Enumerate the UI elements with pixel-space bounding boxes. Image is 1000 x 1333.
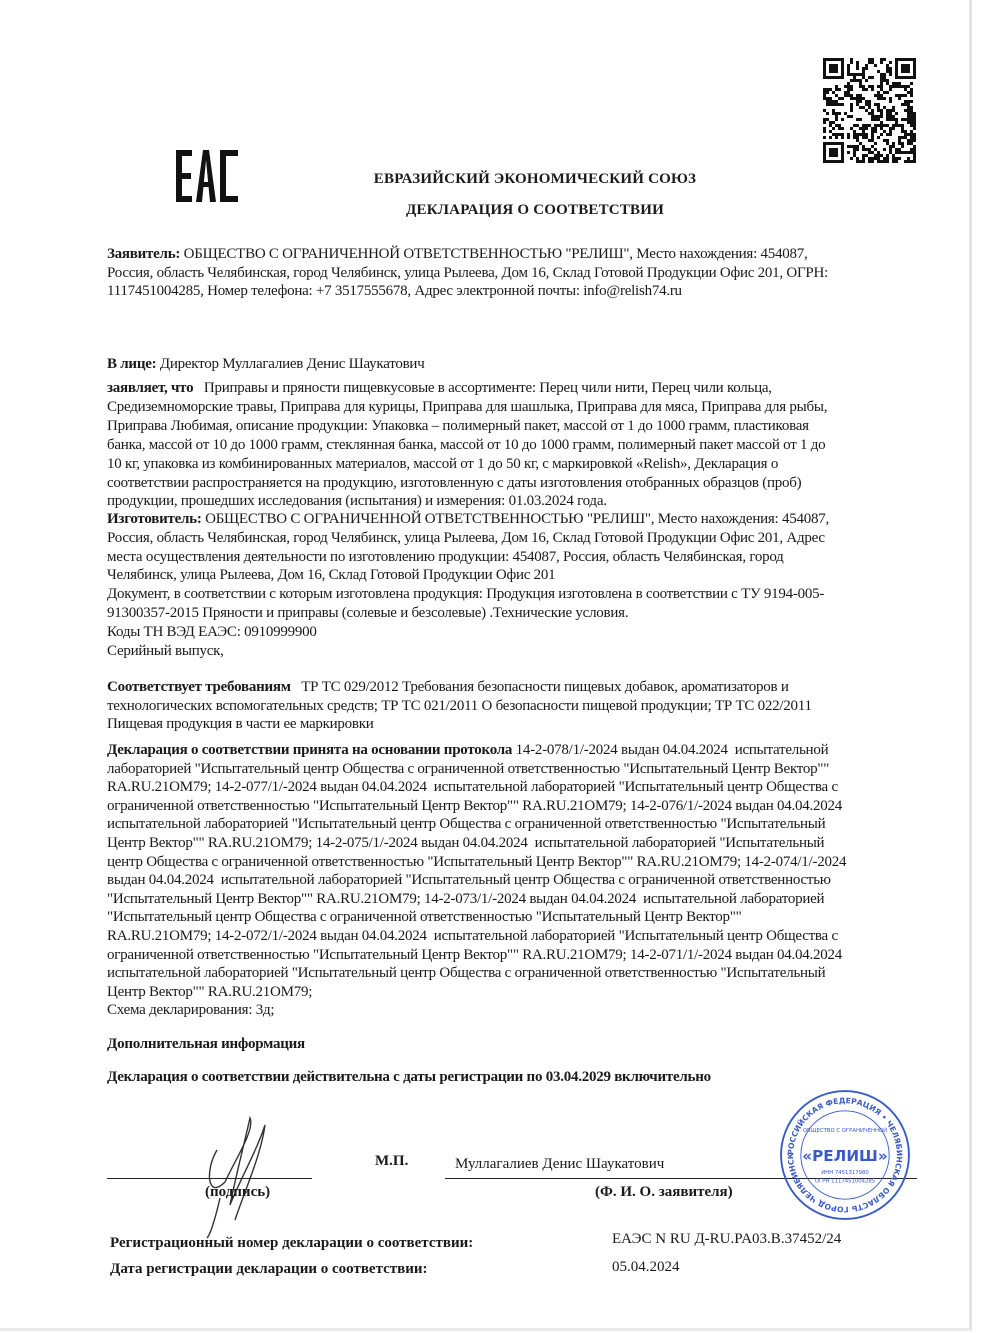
union-title: ЕВРАЗИЙСКИЙ ЭКОНОМИЧЕСКИЙ СОЮЗ [373,171,697,187]
basis-text: лабораторией "Испытательный центр Общества с ограниченной ответственностью "Испытательный Центр Вектор"" [107,760,830,777]
manufacturer-text: Коды ТН ВЭД ЕАЭС: 0910999900 [107,623,317,640]
stamp-ogrn: ОГРН 1117451004285 [814,1178,876,1185]
manufacturer-text: ОБЩЕСТВО С ОГРАНИЧЕННОЙ ОТВЕТСТВЕННОСТЬЮ "РЕЛИШ", Место нахождения: 454087, [201,511,829,527]
basis-text: "Испытательный Центр Вектор"" RA.RU.21OM79; 14-2-073/1/-2024 выдан 04.04.2024 испытательной лабораторией [107,890,825,907]
manufacturer-text: Челябинск, улица Рылеева, Дом 16, Склад Готовой Продукции Офис 201 [107,567,556,584]
basis-line [107,778,838,796]
declares-text: Приправы и пряности пищевкусовые в ассортименте: Перец чили нити, Перец чили кольца, [193,380,772,396]
manufacturer-text: 91300357-2015 Пряности и приправы (солевые и безсолевые) .Технические условия. [107,605,629,621]
declares-line [107,436,825,454]
basis-line [107,871,831,889]
conforms-text: Пищевая продукция в части ее маркировки [107,716,374,732]
basis-line [107,760,829,778]
stamp-inner-top: ОБЩЕСТВО С ОГРАНИЧЕННОЙ [802,1128,888,1135]
applicant-text: ОБЩЕСТВО С ОГРАНИЧЕННОЙ ОТВЕТСТВЕННОСТЬЮ "РЕЛИШ", Место нахождения: 454087, [180,246,808,262]
stamp-outer-text: РОССИЙСКАЯ ФЕДЕРАЦИЯ • ЧЕЛЯБИНСКАЯ ОБЛАСТЬ ГОРОД ЧЕЛЯБИНСК [786,1096,904,1214]
company-stamp [778,1088,912,1222]
manufacturer-line [107,566,555,584]
manufacturer-text: Документ, в соответствии с которым изготовлена продукция: Продукция изготовлена в соответствии с ТУ 9194-005- [107,586,825,603]
manufacturer-line [107,642,224,660]
basis-line [107,741,828,759]
declares-line [107,474,801,492]
basis-text: 14-2-078/1/-2024 выдан 04.04.2024 испытательной [512,742,829,758]
declares-line [107,417,809,435]
conforms-label: Соответствует требованиям [107,679,291,695]
basis-text: ограниченной ответственностью "Испытательный Центр Вектор"" RA.RU.21OM79; 14-2-076/1/-2024 выдан 04.04.2024 [107,797,843,814]
applicant-text: Россия, область Челябинская, город Челябинск, улица Рылеева, Дом 16, Склад Готовой Продукции Офис 201, ОГРН: [107,264,829,281]
manufacturer-line [107,529,825,547]
validity-line [107,1068,711,1086]
basis-text: RA.RU.21OM79; 14-2-072/1/-2024 выдан 04.04.2024 испытательной лабораторией "Испытательный центр Общества с [107,928,838,944]
manufacturer-label: Изготовитель: [107,511,202,527]
conforms-line [107,697,812,715]
conforms-line [107,678,789,696]
additional-line [107,1035,305,1053]
applicant-text: 1117451004285, Номер телефона: +7 3517555678, Адрес электронной почты: info@relish74.ru [107,283,682,299]
qr-code [823,57,916,164]
applicant-label: Заявитель: [107,246,181,262]
conforms-text: ТР ТС 029/2012 Требования безопасности пищевых добавок, ароматизаторов и [290,679,789,695]
represented-by-label: В лице: [107,356,157,372]
basis-line [107,908,742,926]
declares-text: продукции, прошедших исследования (испытания) и измерения: 01.03.2024 года. [107,493,607,510]
stamp-inn: ИНН 7451317980 [821,1170,869,1177]
manufacturer-line [107,604,628,622]
basis-text: ограниченной ответственностью "Испытательный Центр Вектор"" RA.RU.21OM79; 14-2-071/1/-2024 выдан 04.04.2024 [107,946,843,963]
basis-line [107,1001,274,1019]
conforms-line [107,715,374,733]
signature-line [107,1178,312,1179]
basis-text: Схема декларирования: 3д; [107,1002,275,1019]
applicant-line [107,245,808,263]
declares-line [107,398,827,416]
manufacturer-line [107,623,317,641]
signature-caption: (подпись) [205,1184,271,1200]
stamp-brand: «РЕЛИШ» [802,1147,888,1166]
basis-text: Центр Вектор"" RA.RU.21OM79; [107,983,313,1000]
basis-text: выдан 04.04.2024 испытательной лабораторией "Испытательный центр Общества с ограниченной ответственностью [107,872,831,889]
signature-scribble [195,1110,285,1240]
registration-number-value: ЕАЭС N RU Д-RU.PA03.B.37452/24 [612,1231,842,1247]
additional-label: Дополнительная информация [107,1036,305,1052]
manufacturer-line [107,548,784,566]
basis-line [107,983,312,1001]
basis-line [107,964,825,982]
registration-date-value: 05.04.2024 [612,1259,680,1275]
basis-line [107,946,842,964]
document-title: ДЕКЛАРАЦИЯ О СООТВЕТСТВИИ [406,202,664,218]
declares-label: заявляет, что [107,380,194,396]
basis-line [107,815,825,833]
declares-text: Средиземноморские травы, Приправа для курицы, Приправа для шашлыка, Приправа для мяса, Приправа для рыбы, [107,398,828,415]
basis-text: "Испытательный центр Общества с ограниченной ответственностью "Испытательный Центр Вектор"" [107,909,742,926]
basis-line [107,797,842,815]
declares-text: банка, массой от 10 до 1000 грамм, стеклянная банка, массой от 10 до 1000 грамм, полимерный пакет массой от 1 до [107,436,826,453]
basis-label: Декларация о соответствии принята на основании протокола [107,742,513,758]
name-caption: (Ф. И. О. заявителя) [595,1184,733,1200]
registration-number-label: Регистрационный номер декларации о соответствии: [110,1235,474,1251]
represented-by-line [107,355,425,373]
basis-line [107,834,824,852]
basis-text: испытательной лабораторией "Испытательный центр Общества с ограниченной ответственностью "Испытательный [107,816,826,833]
conforms-text: технологических вспомогательных средств; ТР ТС 021/2011 О безопасности пищевой продукции; ТР ТС 022/2011 [107,697,812,714]
basis-text: RA.RU.21OM79; 14-2-077/1/-2024 выдан 04.04.2024 испытательной лабораторией "Испытательный центр Общества с [107,779,838,796]
manufacturer-line [107,510,829,528]
declares-text: соответствии распространяется на продукцию, изготовленную с даты изготовления отобранных образцов (проб) [107,474,802,491]
basis-text: центр Общества с ограниченной ответственностью "Испытательный Центр Вектор"" RA.RU.21OM79; 14-2-074/1/-2024 [107,853,847,870]
applicant-line [107,282,682,300]
manufacturer-text: места осуществления деятельности по изготовлению продукции: 454087, Россия, область Челябинская, город [107,548,784,565]
declares-text: Приправа Любимая, описание продукции: Упаковка – полимерный пакет, массой от 1 до 1000 грамм, пластиковая [107,417,809,434]
basis-text: Центр Вектор"" RA.RU.21OM79; 14-2-075/1/-2024 выдан 04.04.2024 испытательной лабораторией "Испытательный [107,835,825,851]
basis-line [107,927,838,945]
manufacturer-text: Серийный выпуск, [107,642,224,659]
manufacturer-text: Россия, область Челябинская, город Челябинск, улица Рылеева, Дом 16, Склад Готовой Продукции Офис 201, Адрес [107,529,825,546]
basis-line [107,890,824,908]
stamp-place-mark: М.П. [375,1153,409,1169]
declares-text: 10 кг, упаковка из комбинированных материалов, массой от 1 до 50 кг, с маркировкой «Relish», Декларация о [107,455,779,472]
declares-line [107,379,772,397]
represented-by-text: Директор Муллагалиев Денис Шаукатович [156,356,425,372]
applicant-name: Муллагалиев Денис Шаукатович [455,1156,665,1172]
declares-line [107,492,607,510]
basis-line [107,853,846,871]
manufacturer-line [107,585,824,603]
declares-line [107,455,778,473]
registration-date-label: Дата регистрации декларации о соответствии: [110,1261,428,1277]
applicant-line [107,264,828,282]
basis-text: испытательной лабораторией "Испытательный центр Общества с ограниченной ответственностью "Испытательный [107,965,826,982]
validity-label: Декларация о соответствии действительна с даты регистрации по 03.04.2029 включительно [107,1069,711,1085]
